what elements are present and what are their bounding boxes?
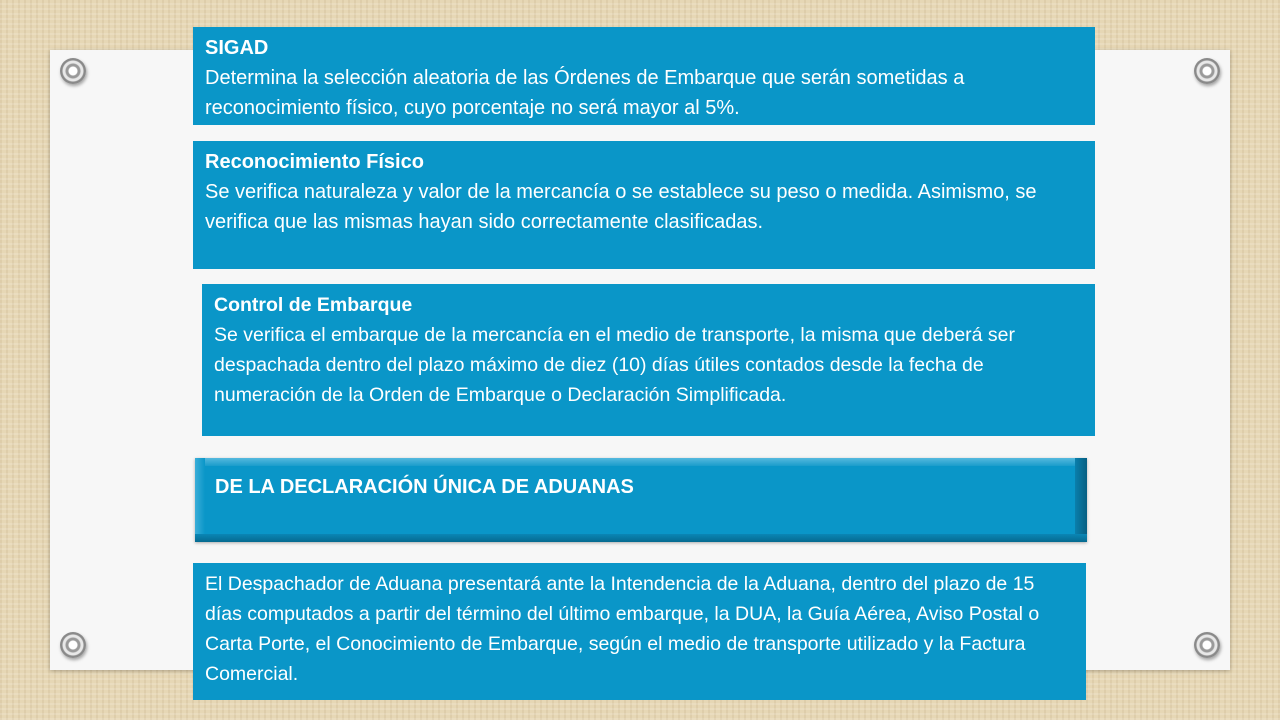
sigad-title: SIGAD: [205, 37, 269, 59]
banner-bevel-right: [1075, 458, 1087, 542]
sigad-box: [193, 27, 1095, 125]
dua-banner-title: DE LA DECLARACIÓN ÚNICA DE ADUANAS: [215, 476, 634, 498]
grommet-bottom-left-icon: [60, 632, 86, 658]
banner-bevel-bottom: [195, 534, 1087, 542]
banner-bevel-left: [195, 458, 205, 542]
grommet-top-left-icon: [60, 58, 86, 84]
dua-banner: [195, 458, 1087, 542]
grommet-top-right-icon: [1194, 58, 1220, 84]
control-embarque-text: Se verifica el embarque de la mercancía en el medio de transporte, la misma que deberá ser despachada dentro del plazo máximo de diez (10) días útiles contados desde la fecha de numeración de la Orden de Embarque o Declaración Simplificada.: [214, 324, 1016, 406]
reconocimiento-text: Se verifica naturaleza y valor de la mercancía o se establece su peso o medida. Asimismo, se verifica que las mismas hayan sido correctamente clasificadas.: [205, 181, 1037, 233]
despachador-box: [193, 563, 1086, 700]
reconocimiento-title: Reconocimiento Físico: [205, 151, 424, 173]
despachador-text: El Despachador de Aduana presentará ante la Intendencia de la Aduana, dentro del plazo de 15 días computados a partir del término del último embarque, la DUA, la Guía Aérea, Aviso Postal o Carta Porte, el Conocimiento de Embarque, según el medio de transporte utilizado y la Factura Comercial.: [205, 573, 1040, 685]
grommet-bottom-right-icon: [1194, 632, 1220, 658]
sigad-text: Determina la selección aleatoria de las Órdenes de Embarque que serán sometidas a reconocimiento físico, cuyo porcentaje no será mayor al 5%.: [205, 67, 965, 119]
banner-bevel-top: [195, 458, 1087, 466]
control-embarque-box: [202, 284, 1095, 436]
control-embarque-title: Control de Embarque: [214, 294, 413, 316]
reconocimiento-box: [193, 141, 1095, 269]
